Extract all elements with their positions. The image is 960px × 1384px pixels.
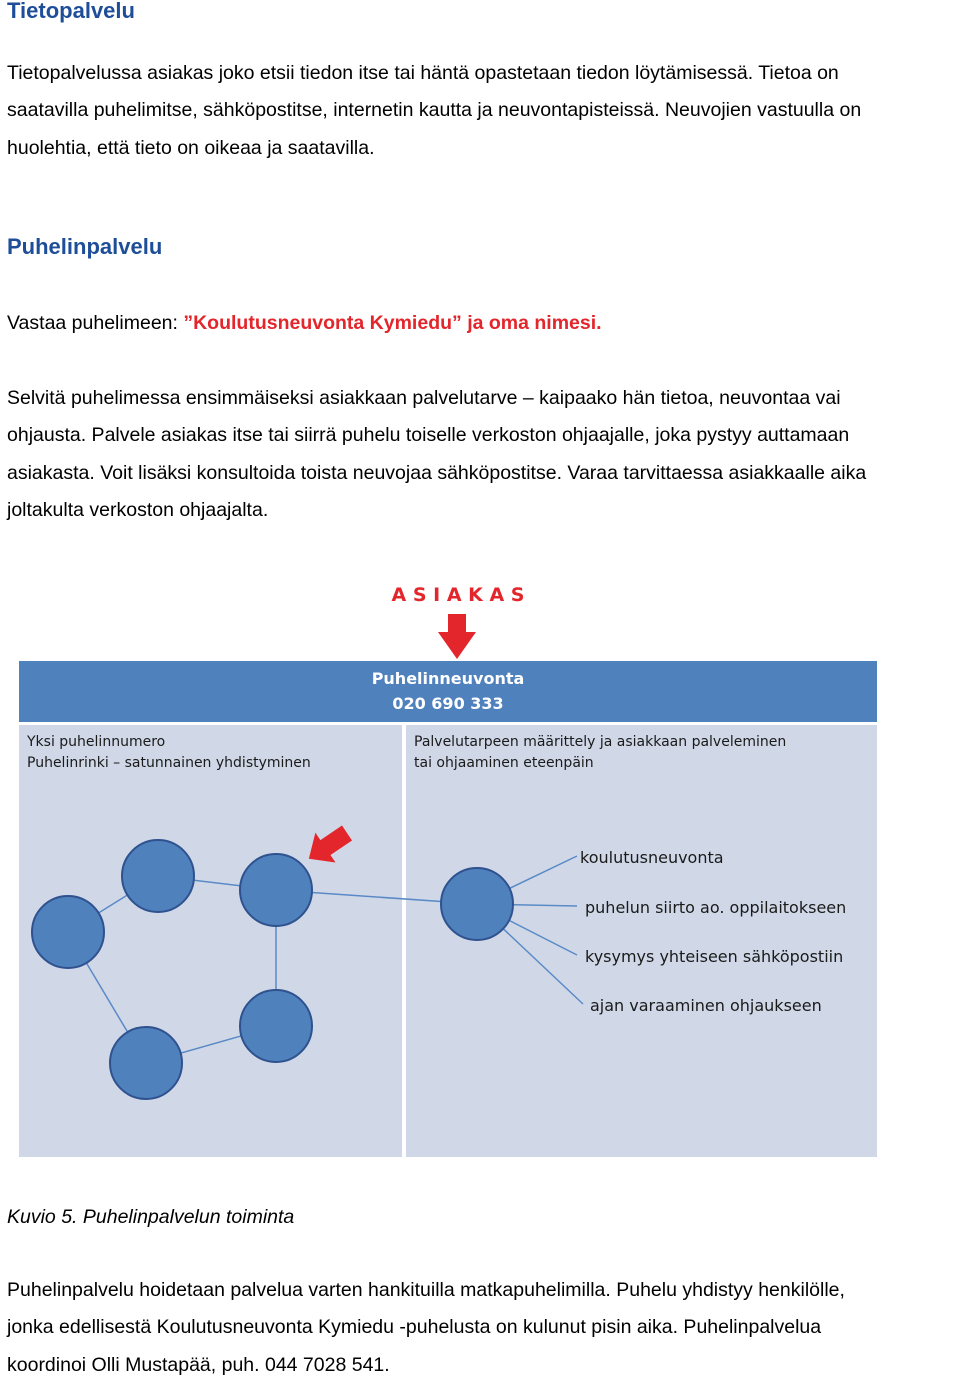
option-label: kysymys yhteiseen sähköpostiin — [585, 947, 844, 966]
instruction-line: asiakasta. Voit lisäksi konsultoida toista neuvojaa sähköpostitse. Varaa tarvittaessa asiakkaalle aika — [7, 461, 867, 484]
instruction-line: Selvitä puhelimessa ensimmäiseksi asiakkaan palvelutarve – kaipaako hän tietoa, neuvontaa vai — [7, 387, 841, 409]
answer-prefix: Vastaa puhelimeen: — [7, 312, 184, 334]
ring-node — [122, 840, 194, 912]
customer-label: A S I A K A S — [391, 584, 525, 606]
right-panel — [406, 725, 877, 1157]
option-label: koulutusneuvonta — [580, 848, 724, 867]
closing-line: koordinoi Olli Mustapää, puh. 044 7028 541. — [7, 1353, 390, 1376]
service-node — [441, 868, 513, 940]
left-panel-line: Puhelinrinki – satunnainen yhdistyminen — [27, 755, 311, 771]
instruction-line: joltakulta verkoston ohjaajalta. — [7, 498, 269, 521]
instruction-line: ohjausta. Palvele asiakas itse tai siirrä puhelu toiselle verkoston ohjaajalle, joka pystyy auttamaan — [7, 424, 850, 447]
closing-line: Puhelinpalvelu hoidetaan palvelua varten hankituilla matkapuhelimilla. Puhelu yhdistyy henkilölle, — [7, 1279, 845, 1301]
section-heading: Puhelinpalvelu — [7, 234, 163, 259]
option-label: ajan varaaminen ohjaukseen — [590, 996, 822, 1015]
intro-line: saatavilla puhelimitse, sähköpostitse, internetin kautta ja neuvontapisteissä. Neuvojien vastuulla on — [7, 99, 862, 122]
right-panel-line: Palvelutarpeen määrittely ja asiakkaan palveleminen — [414, 734, 787, 750]
left-panel-line: Yksi puhelinnumero — [27, 734, 166, 750]
figure-caption: Kuvio 5. Puhelinpalvelun toiminta — [7, 1206, 295, 1228]
option-label: puhelun siirto ao. oppilaitokseen — [585, 898, 847, 917]
intro-line: huolehtia, että tieto on oikeaa ja saatavilla. — [7, 136, 375, 159]
answer-instruction — [7, 305, 957, 342]
intro-paragraph — [7, 55, 957, 167]
ring-node — [240, 990, 312, 1062]
answer-greeting: ”Koulutusneuvonta Kymiedu” ja oma nimesi. — [183, 312, 602, 334]
active-ring-node — [240, 854, 312, 926]
ring-node — [110, 1027, 182, 1099]
ring-node — [32, 896, 104, 968]
closing-line: jonka edellisestä Koulutusneuvonta Kymiedu -puhelusta on kulunut pisin aika. Puhelinpalvelua — [7, 1316, 822, 1339]
page-heading: Tietopalvelu — [7, 0, 135, 23]
right-panel-line: tai ohjaaminen eteenpäin — [414, 755, 594, 771]
closing-paragraph — [7, 1272, 957, 1384]
intro-line: Tietopalvelussa asiakas joko etsii tiedon itse tai häntä opastetaan tiedon löytämisessä. Tietoa on — [7, 62, 839, 84]
header-phone: 020 690 333 — [392, 694, 504, 713]
header-title: Puhelinneuvonta — [371, 669, 525, 688]
phone-service-diagram — [0, 570, 960, 1170]
down-arrow-icon — [438, 614, 476, 659]
instruction-paragraph — [7, 380, 957, 529]
